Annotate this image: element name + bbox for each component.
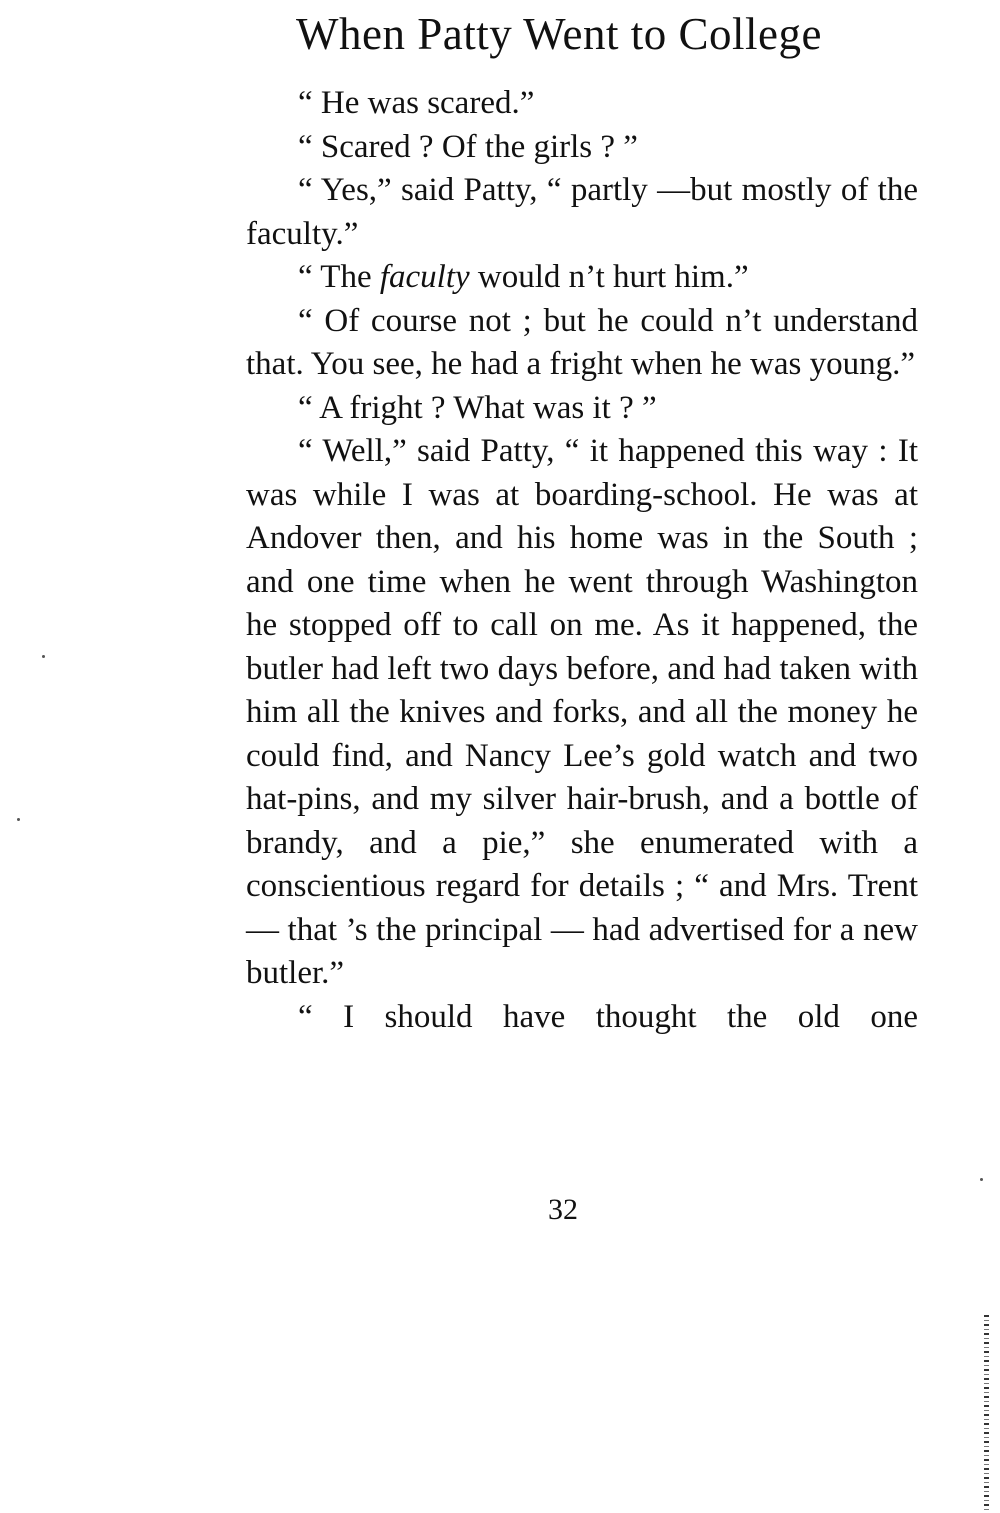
paragraph (246, 256, 918, 300)
paragraph-text: would n’t hurt him.” (469, 259, 749, 295)
paragraph: “ A fright ? What was it ? ” (298, 389, 657, 426)
paragraph: “ He was scared.” (298, 85, 535, 121)
running-head: When Patty Went to College (296, 9, 822, 59)
paragraph: “ I should have thought the old one (298, 998, 918, 1035)
page-number: 32 (548, 1193, 578, 1226)
scan-speck (42, 655, 45, 658)
scan-speck (17, 818, 20, 821)
paragraph-text: “ The (298, 259, 380, 295)
paragraph: “ Scared ? Of the girls ? ” (298, 128, 638, 165)
emphasized-word: faculty (379, 259, 470, 295)
paragraph: “ Yes,” said Patty, “ partly —but mostly of the faculty.” (246, 172, 918, 252)
paragraph: “ Well,” said Patty, “ it happened this way : It was while I was at boarding-school. He was at Andover then, and his home was in the South ; and one time when he went through Washington he stopped off to call on me. As it happened, the butler had left two days before, and had taken with him all the knives and forks, and all the money he could find, and Nancy Lee’s gold watch and two hat-pins, and my silver hair-brush, and a bottle of brandy, and a pie,” she enumerated with a conscientious regard for details ; “ and Mrs. Trent — that ’s the principal — had advertised for a new butler.” (246, 433, 918, 991)
body-text (246, 82, 918, 1039)
paragraph: “ Of course not ; but he could n’t understand that. You see, he had a fright when he was young.” (246, 302, 918, 382)
scan-speck (980, 1178, 983, 1181)
scan-edge-artifact (984, 1315, 989, 1510)
